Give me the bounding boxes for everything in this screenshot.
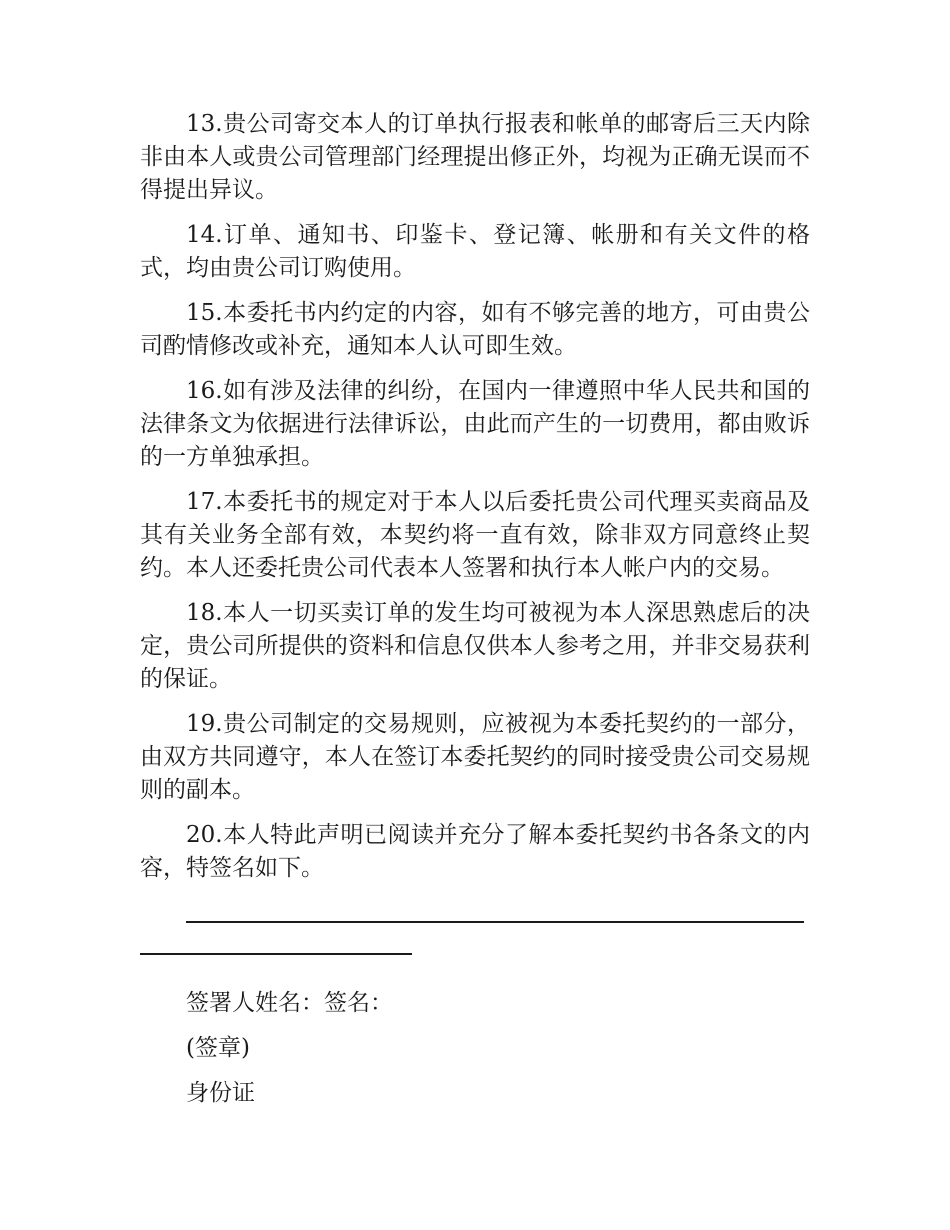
clause-14: 14.订单、通知书、印鉴卡、登记簿、帐册和有关文件的格式，均由贵公司订购使用。 <box>140 222 810 281</box>
signer-name-label: 签署人姓名：签名： <box>186 990 393 1016</box>
document-body <box>140 108 810 1110</box>
signature-rule <box>140 899 810 959</box>
signature-line-upper <box>186 921 804 923</box>
clause-19: 19.贵公司制定的交易规则，应被视为本委托契约的一部分，由双方共同遵守，本人在签订本委托契约的同时接受贵公司交易规则的副本。 <box>140 711 810 803</box>
clause-20: 20.本人特此声明已阅读并充分了解本委托契约书各条文的内容，特签名如下。 <box>140 822 810 881</box>
clause-15: 15.本委托书内约定的内容，如有不够完善的地方，可由贵公司酌情修改或补充，通知本人认可即生效。 <box>140 300 810 359</box>
seal-label: (签章) <box>186 1035 250 1061</box>
clause-17: 17.本委托书的规定对于本人以后委托贵公司代理买卖商品及其有关业务全部有效，本契约将一直有效，除非双方同意终止契约。本人还委托贵公司代表本人签署和执行本人帐户内的交易。 <box>140 489 810 581</box>
id-card-label: 身份证 <box>186 1080 255 1106</box>
clause-18: 18.本人一切买卖订单的发生均可被视为本人深思熟虑后的决定，贵公司所提供的资料和信息仅供本人参考之用，并非交易获利的保证。 <box>140 600 810 692</box>
clause-16: 16.如有涉及法律的纠纷，在国内一律遵照中华人民共和国的法律条文为依据进行法律诉讼，由此而产生的一切费用，都由败诉的一方单独承担。 <box>140 378 810 470</box>
clause-13: 13.贵公司寄交本人的订单执行报表和帐单的邮寄后三天内除非由本人或贵公司管理部门经理提出修正外，均视为正确无误而不得提出异议。 <box>140 111 810 203</box>
signature-line-lower <box>140 953 412 955</box>
